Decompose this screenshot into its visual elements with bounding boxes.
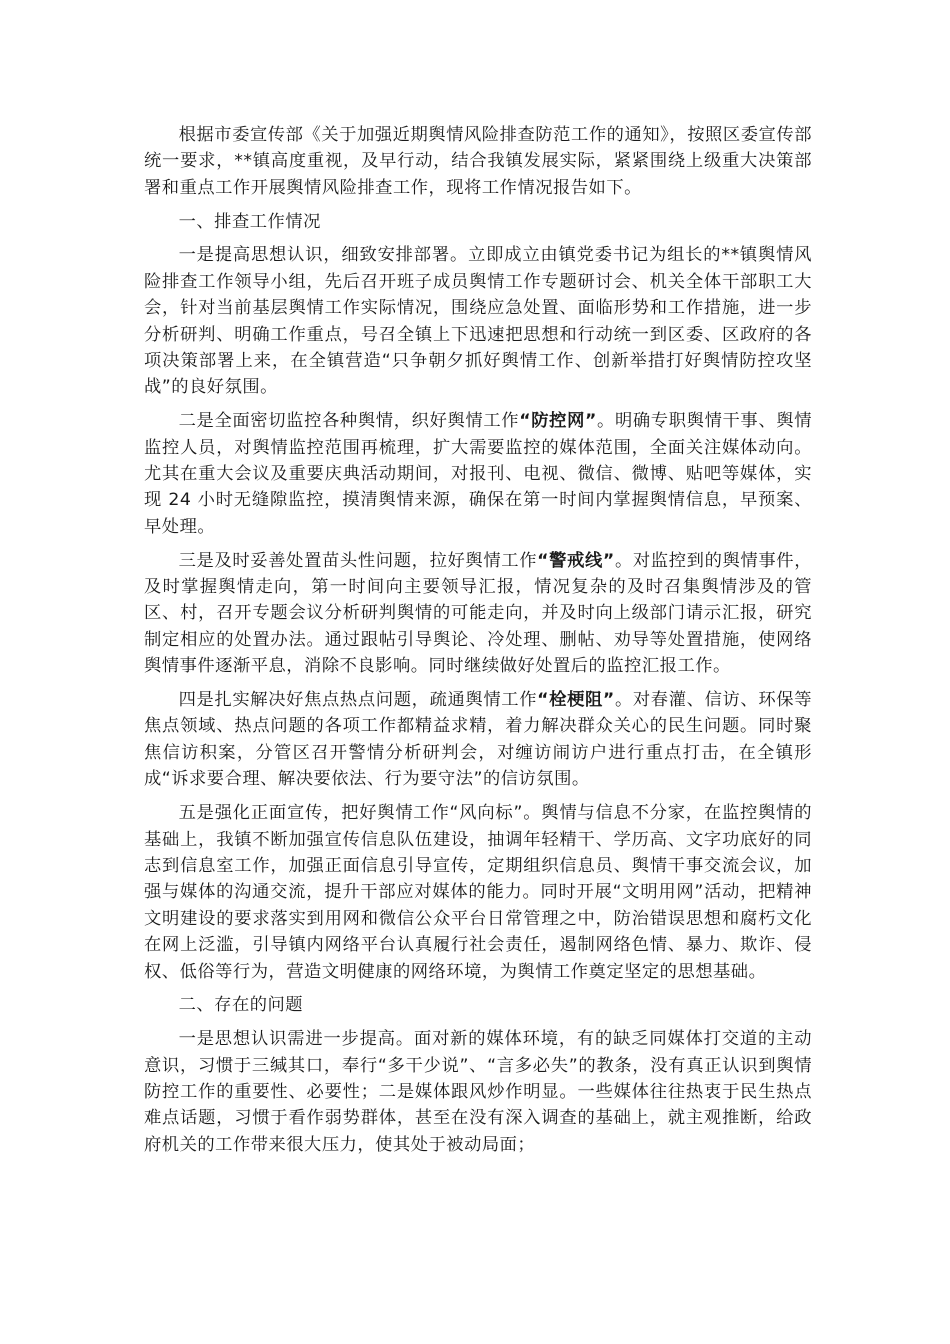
paragraph-1: [144, 242, 812, 400]
paragraph-5-lead: 五是强化正面宣传，把好舆情工作“风向标”。: [178, 803, 542, 824]
paragraph-1-body: 立即成立由镇党委书记为组长的**镇舆情风险排查工作领导小组，先后召开班子成员舆情工作专题研讨会、机关全体干部职工大会，针对当前基层舆情工作实际情况，围绕应急处置、面临形势和工作措施，进一步分析研判、明确工作重点，号召全镇上下迅速把思想和行动统一到区委、区政府的各项决策部署上来，在全镇营造“只争朝夕抓好舆情工作、创新举措打好舆情防控攻坚战”的良好氛围。: [144, 245, 812, 398]
paragraph-4-body: 。对春灌、信访、环保等焦点领域、热点问题的各项工作都精益求精，着力解决群众关心的民生问题。同时聚焦信访积案，分管区召开警情分析研判会，对缠访闹访户进行重点打击，在全镇形成“诉求要合理、解决要依法、行为要守法”的信访氛围。: [144, 690, 812, 790]
section-heading-2: 二、存在的问题: [178, 995, 304, 1016]
document-body: [144, 122, 812, 1158]
paragraph-5: [144, 800, 812, 985]
section-heading-1: 一、排查工作情况: [178, 211, 321, 232]
paragraph-2-lead: 二是全面密切监控各种舆情，织好舆情工作: [178, 411, 520, 432]
paragraph-3-lead: 三是及时妥善处置苗头性问题，拉好舆情工作: [178, 550, 538, 571]
paragraph-3-body: 。对监控到的舆情事件，及时掌握舆情走向，第一时间向主要领导汇报，情况复杂的及时召集舆情涉及的管区、村，召开专题会议分析研判舆情的可能走向，并及时向上级部门请示汇报，研究制定相应的处置办法。通过跟帖引导舆论、冷处理、删帖、劝导等处置措施，使网络舆情事件逐渐平息，消除不良影响。同时继续做好处置后的监控汇报工作。: [144, 550, 812, 677]
paragraph-4-lead: 四是扎实解决好焦点热点问题，疏通舆情工作: [178, 690, 538, 711]
paragraph-4-mark: “栓梗阻”: [537, 690, 615, 711]
intro-paragraph: 根据市委宣传部《关于加强近期舆情风险排查防范工作的通知》，按照区委宣传部统一要求，**镇高度重视，及早行动，结合我镇发展实际，紧紧围绕上级重大决策部署和重点工作开展舆情风险排查工作，现将工作情况报告如下。: [144, 125, 812, 198]
paragraph-2: [144, 408, 812, 540]
paragraph-3: [144, 548, 812, 680]
paragraph-5-body: 舆情与信息不分家，在监控舆情的基础上，我镇不断加强宣传信息队伍建设，抽调年轻精干、学历高、文字功底好的同志到信息室工作，加强正面信息引导宣传，定期组织信息员、舆情干事交流会议，加强与媒体的沟通交流，提升干部应对媒体的能力。同时开展“文明用网”活动，把精神文明建设的要求落实到用网和微信公众平台日常管理之中，防治错误思想和腐朽文化在网上泛滥，引导镇内网络平台认真履行社会责任，遏制网络色情、暴力、欺诈、侵权、低俗等行为，营造文明健康的网络环境，为舆情工作奠定坚定的思想基础。: [144, 803, 812, 982]
paragraph-3-mark: “警戒线”: [537, 550, 615, 571]
paragraph-6: 一是思想认识需进一步提高。面对新的媒体环境，有的缺乏同媒体打交道的主动意识，习惯于三缄其口，奉行“多干少说”、“言多必失”的教条，没有真正认识到舆情防控工作的重要性、必要性；二是媒体跟风炒作明显。一些媒体往往热衷于民生热点难点话题，习惯于看作弱势群体，甚至在没有深入调查的基础上，就主观推断，给政府机关的工作带来很大压力，使其处于被动局面；: [144, 1029, 812, 1155]
paragraph-1-lead: 一是提高思想认识，细致安排部署。: [178, 245, 469, 266]
paragraph-2-body: 。明确专职舆情干事、舆情监控人员，对舆情监控范围再梳理，扩大需要监控的媒体范围，全面关注媒体动向。尤其在重大会议及重要庆典活动期间，对报刊、电视、微信、微博、贴吧等媒体，实现 24 小时无缝隙监控，摸清舆情来源，确保在第一时间内掌握舆情信息，早预案、早处理。: [144, 411, 812, 537]
paragraph-4: [144, 687, 812, 793]
paragraph-2-mark: “防控网”: [519, 411, 597, 432]
